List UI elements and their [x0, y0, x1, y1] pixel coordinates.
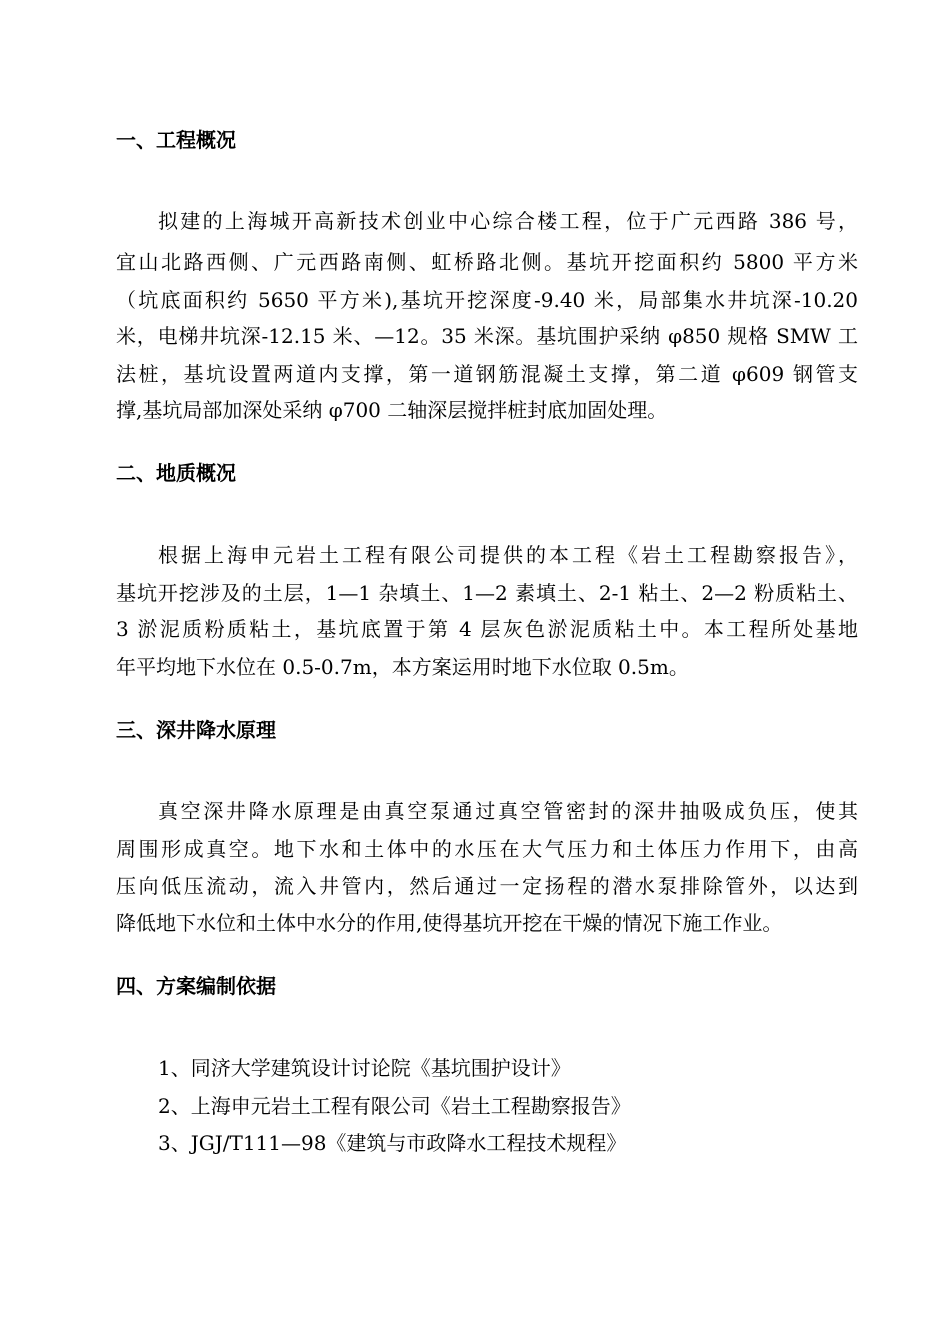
paragraph-line: 基坑开挖涉及的土层，1—1 杂填土、1—2 素填土、2-1 粘土、2—2 粉质粘土、: [116, 581, 858, 605]
reference-item: 1、同济大学建筑设计讨论院《基坑围护设计》: [158, 1056, 571, 1080]
paragraph-line: 根据上海申元岩土工程有限公司提供的本工程《岩土工程勘察报告》，: [158, 543, 858, 567]
paragraph-line: 拟建的上海城开高新技术创业中心综合楼工程，位于广元西路 386 号，: [158, 209, 858, 233]
paragraph-line: 真空深井降水原理是由真空泵通过真空管密封的深井抽吸成负压，使其: [158, 799, 858, 823]
reference-item: 2、上海申元岩土工程有限公司《岩土工程勘察报告》: [158, 1094, 631, 1118]
paragraph-line: 压向低压流动，流入井管内，然后通过一定扬程的潜水泵排除管外，以达到: [116, 874, 858, 898]
section-heading-basis: 四、方案编制依据: [116, 974, 276, 998]
paragraph-line: 米，电梯井坑深-12.15 米、—12。35 米深。基坑围护采纳 φ850 规格 SMW 工: [116, 324, 858, 348]
paragraph-line: 周围形成真空。地下水和土体中的水压在大气压力和土体压力作用下，由高: [116, 837, 858, 861]
section-heading-dewatering-principle: 三、深井降水原理: [116, 718, 276, 742]
paragraph-line: （坑底面积约 5650 平方米),基坑开挖深度-9.40 米，局部集水井坑深-10.20: [116, 288, 858, 312]
paragraph-line: 年平均地下水位在 0.5-0.7m，本方案运用时地下水位取 0.5m。: [116, 655, 689, 679]
paragraph-line: 降低地下水位和土体中水分的作用,使得基坑开挖在干燥的情况下施工作业。: [116, 911, 783, 935]
section-heading-geology-overview: 二、地质概况: [116, 461, 236, 485]
paragraph-line: 撑,基坑局部加深处采纳 φ700 二轴深层搅拌桩封底加固处理。: [116, 398, 668, 422]
paragraph-line: 宜山北路西侧、广元西路南侧、虹桥路北侧。基坑开挖面积约 5800 平方米: [116, 250, 858, 274]
paragraph-line: 3 淤泥质粉质粘土，基坑底置于第 4 层灰色淤泥质粘土中。本工程所处基地: [116, 617, 858, 641]
paragraph-line: 法桩，基坑设置两道内支撑，第一道钢筋混凝土支撑，第二道 φ609 钢管支: [116, 362, 858, 386]
reference-item: 3、JGJ/T111—98《建筑与市政降水工程技术规程》: [158, 1131, 627, 1155]
section-heading-project-overview: 一、工程概况: [116, 128, 236, 152]
